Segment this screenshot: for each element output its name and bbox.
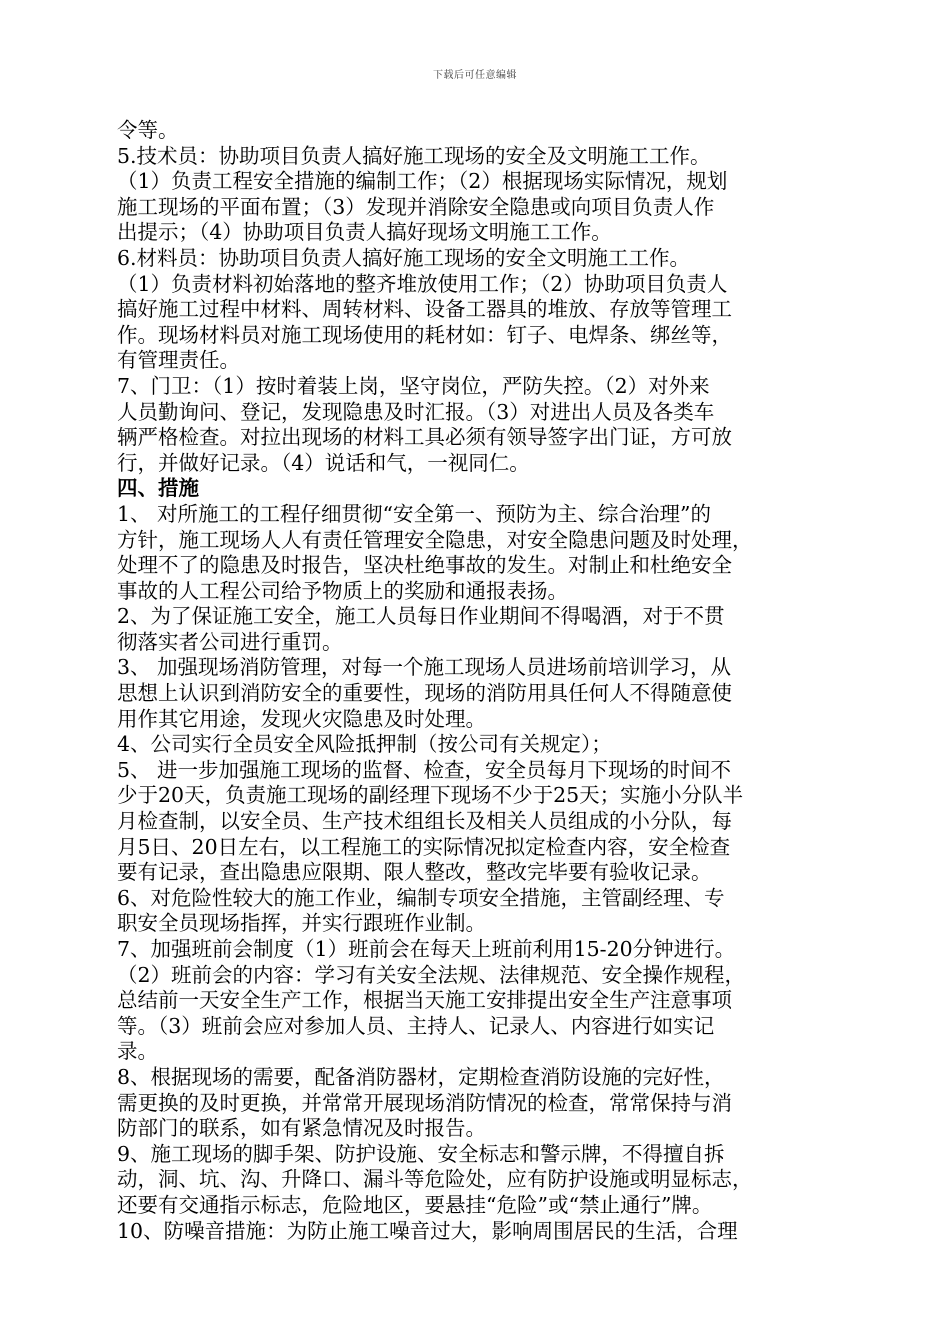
text-line: 少于20天，负责施工现场的副经理下现场不少于25天；实施小分队半 bbox=[117, 783, 744, 808]
text-line: 出提示；（4）协助项目负责人搞好现场文明施工工作。 bbox=[117, 220, 612, 245]
text-line: 5.技术员：协助项目负责人搞好施工现场的安全及文明施工工作。 bbox=[117, 143, 711, 168]
text-line: 7、加强班前会制度（1）班前会在每天上班前利用15-20分钟进行。 bbox=[117, 937, 736, 961]
text-line: 5、 进一步加强施工现场的监督、检查，安全员每月下现场的时间不 bbox=[117, 757, 732, 782]
text-line: 有管理责任。 bbox=[117, 348, 240, 373]
text-line: 9、施工现场的脚手架、防护设施、安全标志和警示牌，不得擅自拆 bbox=[117, 1141, 725, 1166]
text-line: 辆严格检查。对拉出现场的材料工具必须有领导签字出门证，方可放 bbox=[117, 425, 732, 450]
text-line: 月检查制，以安全员、生产技术组组长及相关人员组成的小分队，每 bbox=[117, 809, 732, 834]
text-line: （1）负责工程安全措施的编制工作；（2）根据现场实际情况，规划 bbox=[117, 169, 728, 194]
text-line: 录。 bbox=[117, 1039, 158, 1064]
text-line: 方针，施工现场人人有责任管理安全隐患，对安全隐患问题及时处理， bbox=[117, 527, 753, 552]
text-line: 需更换的及时更换，并常常开展现场消防情况的检查，常常保持与消 bbox=[117, 1090, 732, 1115]
text-line: 月5日、20日左右，以工程施工的实际情况拟定检查内容，安全检查 bbox=[117, 834, 731, 859]
text-line: （2）班前会的内容：学习有关安全法规、法律规范、安全操作规程， bbox=[117, 962, 746, 987]
text-line: 动，洞、坑、沟、升降口、漏斗等危险处，应有防护设施或明显标志， bbox=[117, 1167, 753, 1192]
text-line: 思想上认识到消防安全的重要性，现场的消防用具任何人不得随意使 bbox=[117, 681, 732, 706]
text-line: 职安全员现场指挥，并实行跟班作业制。 bbox=[117, 911, 486, 936]
text-line: 用作其它用途，发现火灾隐患及时处理。 bbox=[117, 706, 486, 731]
text-line: 搞好施工过程中材料、周转材料、设备工器具的堆放、存放等管理工 bbox=[117, 297, 732, 322]
text-line: （1）负责材料初始落地的整齐堆放使用工作；（2）协助项目负责人 bbox=[117, 271, 728, 296]
text-line: 人员勤询问、登记，发现隐患及时汇报。（3）对进出人员及各类车 bbox=[117, 399, 715, 424]
section-heading: 四、措施 bbox=[117, 476, 199, 501]
text-line: 总结前一天安全生产工作，根据当天施工安排提出安全生产注意事项 bbox=[117, 988, 732, 1013]
text-line: 2、为了保证施工安全，施工人员每日作业期间不得喝酒，对于不贯 bbox=[117, 604, 725, 629]
text-line: 4、公司实行全员安全风险抵押制（按公司有关规定）； bbox=[117, 732, 612, 757]
text-line: 10、防噪音措施：为防止施工噪音过大，影响周围居民的生活，合理 bbox=[117, 1218, 738, 1243]
text-line: 8、根据现场的需要，配备消防器材，定期检查消防设施的完好性， bbox=[117, 1064, 725, 1089]
text-line: 防部门的联系，如有紧急情况及时报告。 bbox=[117, 1116, 486, 1141]
text-line: 3、 加强现场消防管理，对每一个施工现场人员进场前培训学习，从 bbox=[117, 655, 732, 680]
text-line: 等。（3）班前会应对参加人员、主持人、记录人、内容进行如实记 bbox=[117, 1013, 715, 1038]
text-line: 7、门卫：（1）按时着装上岗，坚守岗位，严防失控。（2）对外来 bbox=[117, 373, 710, 398]
text-line: 6、对危险性较大的施工作业，编制专项安全措施，主管副经理、专 bbox=[117, 885, 725, 910]
text-line: 还要有交通指示标志，危险地区，要悬挂“危险”或“禁止通行”牌。 bbox=[117, 1192, 713, 1217]
text-line: 行，并做好记录。（4）说话和气，一视同仁。 bbox=[117, 450, 530, 475]
text-line: 处理不了的隐患及时报告，坚决杜绝事故的发生。对制止和杜绝安全 bbox=[117, 553, 732, 578]
text-line: 作。现场材料员对施工现场使用的耗材如：钉子、电焊条、绑丝等， bbox=[117, 322, 732, 347]
text-line: 令等。 bbox=[117, 118, 179, 142]
text-line: 要有记录，查出隐患应限期、限人整改，整改完毕要有验收记录。 bbox=[117, 860, 712, 885]
text-line: 事故的人工程公司给予物质上的奖励和通报表扬。 bbox=[117, 578, 568, 603]
document-body bbox=[117, 118, 847, 1244]
text-line: 6.材料员：协助项目负责人搞好施工现场的安全文明施工工作。 bbox=[117, 245, 691, 270]
text-line: 施工现场的平面布置；（3）发现并消除安全隐患或向项目负责人作 bbox=[117, 194, 715, 219]
page-header: 下载后可任意编辑 bbox=[433, 70, 517, 81]
text-line: 1、 对所施工的工程仔细贯彻“安全第一、预防为主、综合治理”的 bbox=[117, 501, 712, 526]
text-line: 彻落实者公司进行重罚。 bbox=[117, 629, 343, 654]
